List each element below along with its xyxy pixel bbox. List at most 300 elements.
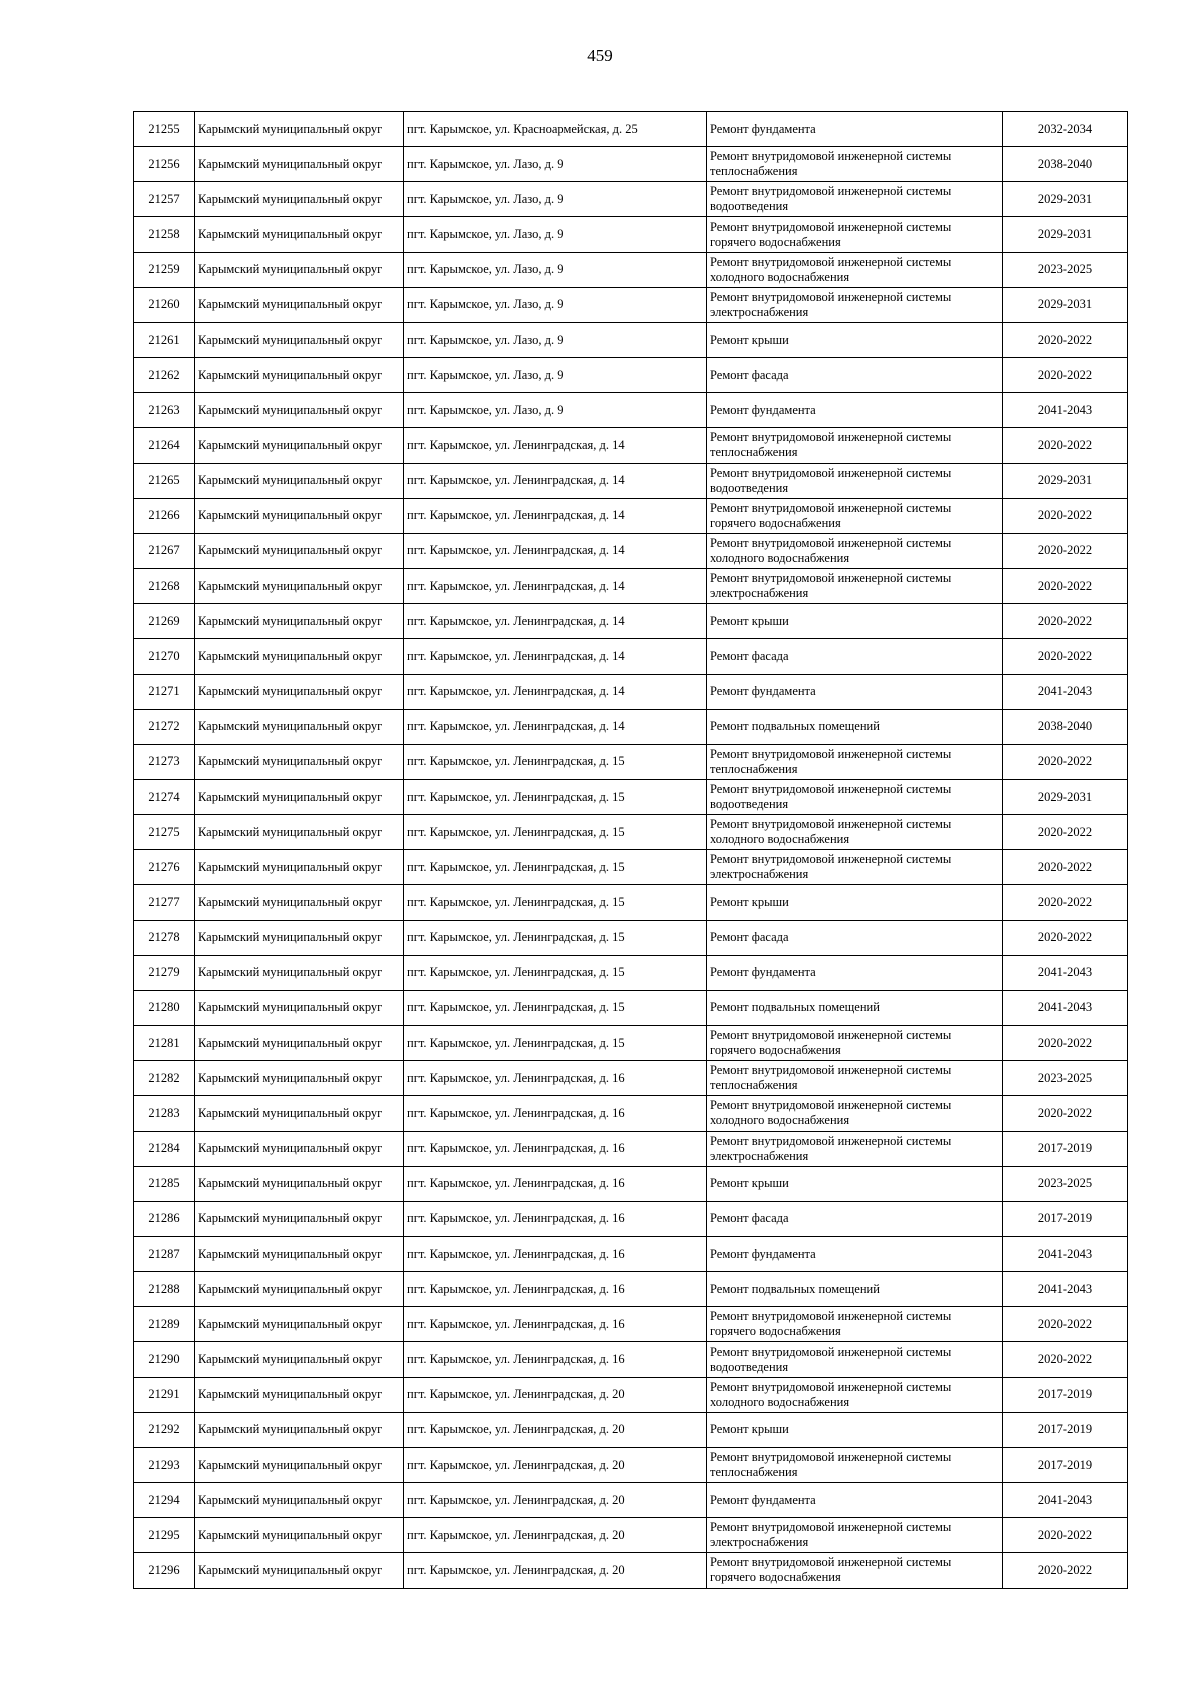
table-row <box>134 533 1128 568</box>
address-cell: пгт. Карымское, ул. Ленинградская, д. 20 <box>404 1553 707 1588</box>
period-cell: 2020-2022 <box>1003 920 1128 955</box>
work-type-line: Ремонт фундамента <box>710 1492 816 1507</box>
address-cell: пгт. Карымское, ул. Ленинградская, д. 14 <box>404 428 707 463</box>
district-cell: Карымский муниципальный округ <box>195 1447 404 1482</box>
period-cell: 2041-2043 <box>1003 1483 1128 1518</box>
work-type-cell <box>707 1377 1003 1412</box>
table-row <box>134 498 1128 533</box>
district-cell: Карымский муниципальный округ <box>195 744 404 779</box>
work-type-cell <box>707 744 1003 779</box>
period-cell: 2020-2022 <box>1003 850 1128 885</box>
table-row <box>134 358 1128 393</box>
address-cell: пгт. Карымское, ул. Красноармейская, д. 25 <box>404 112 707 147</box>
work-type-line: горячего водоснабжения <box>710 515 841 530</box>
work-type-cell <box>707 287 1003 322</box>
row-number-cell: 21259 <box>134 252 195 287</box>
address-cell: пгт. Карымское, ул. Ленинградская, д. 14 <box>404 674 707 709</box>
work-type-cell <box>707 815 1003 850</box>
address-cell: пгт. Карымское, ул. Ленинградская, д. 15 <box>404 955 707 990</box>
period-cell: 2020-2022 <box>1003 428 1128 463</box>
period-cell: 2020-2022 <box>1003 533 1128 568</box>
table-row <box>134 217 1128 252</box>
table-row <box>134 779 1128 814</box>
work-type-line: Ремонт внутридомовой инженерной системы <box>710 1344 952 1359</box>
work-type-cell <box>707 850 1003 885</box>
work-type-cell <box>707 252 1003 287</box>
row-number-cell: 21292 <box>134 1412 195 1447</box>
work-type-cell <box>707 358 1003 393</box>
district-cell: Карымский муниципальный округ <box>195 1342 404 1377</box>
district-cell: Карымский муниципальный округ <box>195 920 404 955</box>
work-type-line: Ремонт внутридомовой инженерной системы <box>710 1309 952 1324</box>
work-type-cell <box>707 990 1003 1025</box>
period-cell: 2041-2043 <box>1003 1237 1128 1272</box>
address-cell: пгт. Карымское, ул. Ленинградская, д. 20 <box>404 1518 707 1553</box>
period-cell: 2023-2025 <box>1003 252 1128 287</box>
table-row <box>134 252 1128 287</box>
address-cell: пгт. Карымское, ул. Лазо, д. 9 <box>404 217 707 252</box>
work-type-line: Ремонт фундамента <box>710 684 816 699</box>
work-type-line: Ремонт фундамента <box>710 121 816 136</box>
district-cell: Карымский муниципальный округ <box>195 569 404 604</box>
address-cell: пгт. Карымское, ул. Ленинградская, д. 14 <box>404 604 707 639</box>
row-number-cell: 21289 <box>134 1307 195 1342</box>
table-row <box>134 1342 1128 1377</box>
work-type-line: Ремонт внутридомовой инженерной системы <box>710 1555 952 1570</box>
period-cell: 2017-2019 <box>1003 1377 1128 1412</box>
period-cell: 2020-2022 <box>1003 322 1128 357</box>
period-cell: 2041-2043 <box>1003 955 1128 990</box>
work-type-line: Ремонт внутридомовой инженерной системы <box>710 1063 952 1078</box>
work-type-line: холодного водоснабжения <box>710 1113 850 1128</box>
period-cell: 2038-2040 <box>1003 709 1128 744</box>
address-cell: пгт. Карымское, ул. Ленинградская, д. 16 <box>404 1272 707 1307</box>
work-type-cell <box>707 1166 1003 1201</box>
work-type-line: Ремонт подвальных помещений <box>710 1000 880 1015</box>
row-number-cell: 21293 <box>134 1447 195 1482</box>
row-number-cell: 21282 <box>134 1061 195 1096</box>
period-cell: 2020-2022 <box>1003 1026 1128 1061</box>
work-type-line: Ремонт фасада <box>710 1211 789 1226</box>
row-number-cell: 21296 <box>134 1553 195 1588</box>
work-type-cell <box>707 1518 1003 1553</box>
address-cell: пгт. Карымское, ул. Ленинградская, д. 15 <box>404 850 707 885</box>
work-type-line: Ремонт крыши <box>710 1176 789 1191</box>
district-cell: Карымский муниципальный округ <box>195 1131 404 1166</box>
address-cell: пгт. Карымское, ул. Ленинградская, д. 16 <box>404 1061 707 1096</box>
address-cell: пгт. Карымское, ул. Лазо, д. 9 <box>404 322 707 357</box>
address-cell: пгт. Карымское, ул. Лазо, д. 9 <box>404 358 707 393</box>
work-type-line: Ремонт внутридомовой инженерной системы <box>710 219 952 234</box>
table-row <box>134 1377 1128 1412</box>
district-cell: Карымский муниципальный округ <box>195 147 404 182</box>
district-cell: Карымский муниципальный округ <box>195 639 404 674</box>
address-cell: пгт. Карымское, ул. Ленинградская, д. 15 <box>404 779 707 814</box>
address-cell: пгт. Карымское, ул. Ленинградская, д. 16 <box>404 1342 707 1377</box>
table-row <box>134 1307 1128 1342</box>
table-row <box>134 1166 1128 1201</box>
work-type-line: холодного водоснабжения <box>710 1394 850 1409</box>
district-cell: Карымский муниципальный округ <box>195 779 404 814</box>
row-number-cell: 21268 <box>134 569 195 604</box>
table-row <box>134 990 1128 1025</box>
period-cell: 2041-2043 <box>1003 393 1128 428</box>
district-cell: Карымский муниципальный округ <box>195 885 404 920</box>
work-type-cell <box>707 1447 1003 1482</box>
table-row <box>134 1553 1128 1588</box>
work-type-line: Ремонт фасада <box>710 930 789 945</box>
table-row <box>134 744 1128 779</box>
period-cell: 2017-2019 <box>1003 1131 1128 1166</box>
work-type-cell <box>707 1061 1003 1096</box>
work-type-line: Ремонт внутридомовой инженерной системы <box>710 1133 952 1148</box>
district-cell: Карымский муниципальный округ <box>195 112 404 147</box>
district-cell: Карымский муниципальный округ <box>195 955 404 990</box>
work-type-line: холодного водоснабжения <box>710 269 850 284</box>
row-number-cell: 21283 <box>134 1096 195 1131</box>
work-type-cell <box>707 1026 1003 1061</box>
work-type-cell <box>707 463 1003 498</box>
district-cell: Карымский муниципальный округ <box>195 674 404 709</box>
address-cell: пгт. Карымское, ул. Ленинградская, д. 14 <box>404 463 707 498</box>
work-type-line: Ремонт внутридомовой инженерной системы <box>710 535 952 550</box>
row-number-cell: 21278 <box>134 920 195 955</box>
address-cell: пгт. Карымское, ул. Ленинградская, д. 14 <box>404 533 707 568</box>
work-type-cell <box>707 147 1003 182</box>
district-cell: Карымский муниципальный округ <box>195 533 404 568</box>
row-number-cell: 21258 <box>134 217 195 252</box>
row-number-cell: 21262 <box>134 358 195 393</box>
table-row <box>134 428 1128 463</box>
table-row <box>134 1026 1128 1061</box>
period-cell: 2020-2022 <box>1003 1342 1128 1377</box>
address-cell: пгт. Карымское, ул. Лазо, д. 9 <box>404 252 707 287</box>
address-cell: пгт. Карымское, ул. Ленинградская, д. 20 <box>404 1412 707 1447</box>
work-type-line: Ремонт внутридомовой инженерной системы <box>710 782 952 797</box>
table-row <box>134 674 1128 709</box>
address-cell: пгт. Карымское, ул. Ленинградская, д. 15 <box>404 744 707 779</box>
district-cell: Карымский муниципальный округ <box>195 287 404 322</box>
address-cell: пгт. Карымское, ул. Ленинградская, д. 20 <box>404 1447 707 1482</box>
district-cell: Карымский муниципальный округ <box>195 1237 404 1272</box>
work-type-line: Ремонт фундамента <box>710 1246 816 1261</box>
district-cell: Карымский муниципальный округ <box>195 252 404 287</box>
district-cell: Карымский муниципальный округ <box>195 850 404 885</box>
address-cell: пгт. Карымское, ул. Лазо, д. 9 <box>404 393 707 428</box>
table-row <box>134 569 1128 604</box>
address-cell: пгт. Карымское, ул. Ленинградская, д. 15 <box>404 990 707 1025</box>
work-type-line: водоотведения <box>710 199 789 214</box>
work-type-cell <box>707 674 1003 709</box>
address-cell: пгт. Карымское, ул. Ленинградская, д. 16 <box>404 1131 707 1166</box>
district-cell: Карымский муниципальный округ <box>195 990 404 1025</box>
work-type-line: Ремонт крыши <box>710 613 789 628</box>
address-cell: пгт. Карымское, ул. Лазо, д. 9 <box>404 287 707 322</box>
row-number-cell: 21264 <box>134 428 195 463</box>
address-cell: пгт. Карымское, ул. Ленинградская, д. 16 <box>404 1307 707 1342</box>
work-type-line: теплоснабжения <box>710 1465 798 1480</box>
work-type-cell <box>707 1307 1003 1342</box>
row-number-cell: 21291 <box>134 1377 195 1412</box>
work-type-line: горячего водоснабжения <box>710 1570 841 1585</box>
row-number-cell: 21257 <box>134 182 195 217</box>
period-cell: 2029-2031 <box>1003 287 1128 322</box>
period-cell: 2020-2022 <box>1003 639 1128 674</box>
table-row <box>134 147 1128 182</box>
work-type-cell <box>707 112 1003 147</box>
work-type-line: электроснабжения <box>710 1535 809 1550</box>
address-cell: пгт. Карымское, ул. Ленинградская, д. 14 <box>404 498 707 533</box>
work-type-cell <box>707 322 1003 357</box>
table-row <box>134 1096 1128 1131</box>
period-cell: 2041-2043 <box>1003 990 1128 1025</box>
work-type-line: Ремонт внутридомовой инженерной системы <box>710 1450 952 1465</box>
work-type-cell <box>707 1272 1003 1307</box>
row-number-cell: 21281 <box>134 1026 195 1061</box>
work-type-line: горячего водоснабжения <box>710 234 841 249</box>
period-cell: 2020-2022 <box>1003 569 1128 604</box>
table-row <box>134 1272 1128 1307</box>
work-type-line: теплоснабжения <box>710 1078 798 1093</box>
table-row <box>134 112 1128 147</box>
row-number-cell: 21266 <box>134 498 195 533</box>
work-type-line: электроснабжения <box>710 1148 809 1163</box>
table-row <box>134 639 1128 674</box>
work-type-line: Ремонт фасада <box>710 648 789 663</box>
period-cell: 2038-2040 <box>1003 147 1128 182</box>
table-row <box>134 1412 1128 1447</box>
table-row <box>134 1447 1128 1482</box>
work-type-line: Ремонт внутридомовой инженерной системы <box>710 184 952 199</box>
district-cell: Карымский муниципальный округ <box>195 428 404 463</box>
row-number-cell: 21290 <box>134 1342 195 1377</box>
work-type-line: теплоснабжения <box>710 164 798 179</box>
period-cell: 2023-2025 <box>1003 1166 1128 1201</box>
period-cell: 2020-2022 <box>1003 604 1128 639</box>
address-cell: пгт. Карымское, ул. Ленинградская, д. 15 <box>404 885 707 920</box>
row-number-cell: 21275 <box>134 815 195 850</box>
district-cell: Карымский муниципальный округ <box>195 709 404 744</box>
work-type-cell <box>707 217 1003 252</box>
work-type-line: горячего водоснабжения <box>710 1324 841 1339</box>
work-type-line: электроснабжения <box>710 304 809 319</box>
period-cell: 2020-2022 <box>1003 358 1128 393</box>
row-number-cell: 21256 <box>134 147 195 182</box>
address-cell: пгт. Карымское, ул. Лазо, д. 9 <box>404 182 707 217</box>
work-type-line: Ремонт внутридомовой инженерной системы <box>710 465 952 480</box>
district-cell: Карымский муниципальный округ <box>195 393 404 428</box>
table-row <box>134 709 1128 744</box>
work-type-cell <box>707 1131 1003 1166</box>
work-type-cell <box>707 920 1003 955</box>
row-number-cell: 21295 <box>134 1518 195 1553</box>
table-row <box>134 1237 1128 1272</box>
table-row <box>134 815 1128 850</box>
work-type-cell <box>707 1096 1003 1131</box>
row-number-cell: 21276 <box>134 850 195 885</box>
row-number-cell: 21284 <box>134 1131 195 1166</box>
work-type-line: теплоснабжения <box>710 445 798 460</box>
table-row <box>134 322 1128 357</box>
work-type-line: Ремонт внутридомовой инженерной системы <box>710 1520 952 1535</box>
address-cell: пгт. Карымское, ул. Ленинградская, д. 15 <box>404 920 707 955</box>
district-cell: Карымский муниципальный округ <box>195 1096 404 1131</box>
period-cell: 2020-2022 <box>1003 1307 1128 1342</box>
row-number-cell: 21255 <box>134 112 195 147</box>
row-number-cell: 21271 <box>134 674 195 709</box>
row-number-cell: 21277 <box>134 885 195 920</box>
address-cell: пгт. Карымское, ул. Ленинградская, д. 14 <box>404 709 707 744</box>
row-number-cell: 21261 <box>134 322 195 357</box>
work-type-line: Ремонт подвальных помещений <box>710 719 880 734</box>
work-type-cell <box>707 604 1003 639</box>
table-row <box>134 463 1128 498</box>
work-type-cell <box>707 955 1003 990</box>
district-cell: Карымский муниципальный округ <box>195 604 404 639</box>
work-type-line: холодного водоснабжения <box>710 550 850 565</box>
work-type-line: водоотведения <box>710 797 789 812</box>
table-row <box>134 182 1128 217</box>
table-row <box>134 955 1128 990</box>
period-cell: 2029-2031 <box>1003 463 1128 498</box>
work-type-line: теплоснабжения <box>710 761 798 776</box>
work-type-cell <box>707 885 1003 920</box>
work-type-line: Ремонт фасада <box>710 367 789 382</box>
row-number-cell: 21273 <box>134 744 195 779</box>
work-type-cell <box>707 709 1003 744</box>
repair-schedule-table <box>133 111 1128 1589</box>
period-cell: 2017-2019 <box>1003 1447 1128 1482</box>
district-cell: Карымский муниципальный округ <box>195 1201 404 1236</box>
work-type-cell <box>707 1237 1003 1272</box>
district-cell: Карымский муниципальный округ <box>195 1483 404 1518</box>
work-type-line: водоотведения <box>710 480 789 495</box>
work-type-line: холодного водоснабжения <box>710 832 850 847</box>
table-row <box>134 920 1128 955</box>
period-cell: 2029-2031 <box>1003 217 1128 252</box>
period-cell: 2020-2022 <box>1003 1096 1128 1131</box>
row-number-cell: 21286 <box>134 1201 195 1236</box>
address-cell: пгт. Карымское, ул. Ленинградская, д. 16 <box>404 1201 707 1236</box>
district-cell: Карымский муниципальный округ <box>195 1518 404 1553</box>
district-cell: Карымский муниципальный округ <box>195 815 404 850</box>
table-row <box>134 1201 1128 1236</box>
period-cell: 2029-2031 <box>1003 779 1128 814</box>
address-cell: пгт. Карымское, ул. Лазо, д. 9 <box>404 147 707 182</box>
row-number-cell: 21279 <box>134 955 195 990</box>
table-body <box>134 112 1128 1589</box>
work-type-line: Ремонт крыши <box>710 1422 789 1437</box>
table-row <box>134 850 1128 885</box>
period-cell: 2041-2043 <box>1003 674 1128 709</box>
work-type-line: Ремонт внутридомовой инженерной системы <box>710 1098 952 1113</box>
row-number-cell: 21280 <box>134 990 195 1025</box>
work-type-line: Ремонт фундамента <box>710 402 816 417</box>
row-number-cell: 21260 <box>134 287 195 322</box>
address-cell: пгт. Карымское, ул. Ленинградская, д. 14 <box>404 639 707 674</box>
work-type-line: Ремонт крыши <box>710 332 789 347</box>
work-type-cell <box>707 1342 1003 1377</box>
district-cell: Карымский муниципальный округ <box>195 1553 404 1588</box>
work-type-cell <box>707 569 1003 604</box>
row-number-cell: 21270 <box>134 639 195 674</box>
district-cell: Карымский муниципальный округ <box>195 1412 404 1447</box>
district-cell: Карымский муниципальный округ <box>195 1377 404 1412</box>
period-cell: 2032-2034 <box>1003 112 1128 147</box>
work-type-line: электроснабжения <box>710 586 809 601</box>
work-type-line: Ремонт фундамента <box>710 965 816 980</box>
address-cell: пгт. Карымское, ул. Ленинградская, д. 20 <box>404 1377 707 1412</box>
work-type-line: Ремонт крыши <box>710 895 789 910</box>
district-cell: Карымский муниципальный округ <box>195 322 404 357</box>
period-cell: 2017-2019 <box>1003 1412 1128 1447</box>
work-type-line: Ремонт внутридомовой инженерной системы <box>710 1028 952 1043</box>
district-cell: Карымский муниципальный округ <box>195 1272 404 1307</box>
work-type-line: водоотведения <box>710 1359 789 1374</box>
work-type-cell <box>707 639 1003 674</box>
work-type-cell <box>707 1553 1003 1588</box>
table-row <box>134 1061 1128 1096</box>
table-row <box>134 1131 1128 1166</box>
address-cell: пгт. Карымское, ул. Ленинградская, д. 15 <box>404 815 707 850</box>
district-cell: Карымский муниципальный округ <box>195 498 404 533</box>
work-type-line: электроснабжения <box>710 867 809 882</box>
row-number-cell: 21274 <box>134 779 195 814</box>
district-cell: Карымский муниципальный округ <box>195 1026 404 1061</box>
period-cell: 2020-2022 <box>1003 1553 1128 1588</box>
work-type-cell <box>707 1201 1003 1236</box>
work-type-line: Ремонт внутридомовой инженерной системы <box>710 500 952 515</box>
work-type-line: Ремонт внутридомовой инженерной системы <box>710 746 952 761</box>
period-cell: 2020-2022 <box>1003 498 1128 533</box>
work-type-line: Ремонт внутридомовой инженерной системы <box>710 1379 952 1394</box>
work-type-cell <box>707 779 1003 814</box>
period-cell: 2023-2025 <box>1003 1061 1128 1096</box>
work-type-line: Ремонт внутридомовой инженерной системы <box>710 289 952 304</box>
row-number-cell: 21265 <box>134 463 195 498</box>
row-number-cell: 21269 <box>134 604 195 639</box>
district-cell: Карымский муниципальный округ <box>195 1307 404 1342</box>
table-row <box>134 1518 1128 1553</box>
work-type-line: Ремонт внутридомовой инженерной системы <box>710 817 952 832</box>
row-number-cell: 21263 <box>134 393 195 428</box>
work-type-cell <box>707 533 1003 568</box>
address-cell: пгт. Карымское, ул. Ленинградская, д. 16 <box>404 1237 707 1272</box>
table-row <box>134 885 1128 920</box>
period-cell: 2041-2043 <box>1003 1272 1128 1307</box>
table-row <box>134 287 1128 322</box>
work-type-line: Ремонт внутридомовой инженерной системы <box>710 852 952 867</box>
address-cell: пгт. Карымское, ул. Ленинградская, д. 14 <box>404 569 707 604</box>
work-type-cell <box>707 1483 1003 1518</box>
row-number-cell: 21288 <box>134 1272 195 1307</box>
work-type-cell <box>707 1412 1003 1447</box>
work-type-cell <box>707 182 1003 217</box>
row-number-cell: 21267 <box>134 533 195 568</box>
page-number: 459 <box>587 46 613 65</box>
work-type-line: Ремонт внутридомовой инженерной системы <box>710 254 952 269</box>
work-type-line: Ремонт подвальных помещений <box>710 1281 880 1296</box>
district-cell: Карымский муниципальный округ <box>195 182 404 217</box>
work-type-line: горячего водоснабжения <box>710 1043 841 1058</box>
address-cell: пгт. Карымское, ул. Ленинградская, д. 20 <box>404 1483 707 1518</box>
work-type-line: Ремонт внутридомовой инженерной системы <box>710 430 952 445</box>
row-number-cell: 21294 <box>134 1483 195 1518</box>
district-cell: Карымский муниципальный округ <box>195 1166 404 1201</box>
table-row <box>134 1483 1128 1518</box>
table-row <box>134 604 1128 639</box>
period-cell: 2020-2022 <box>1003 1518 1128 1553</box>
